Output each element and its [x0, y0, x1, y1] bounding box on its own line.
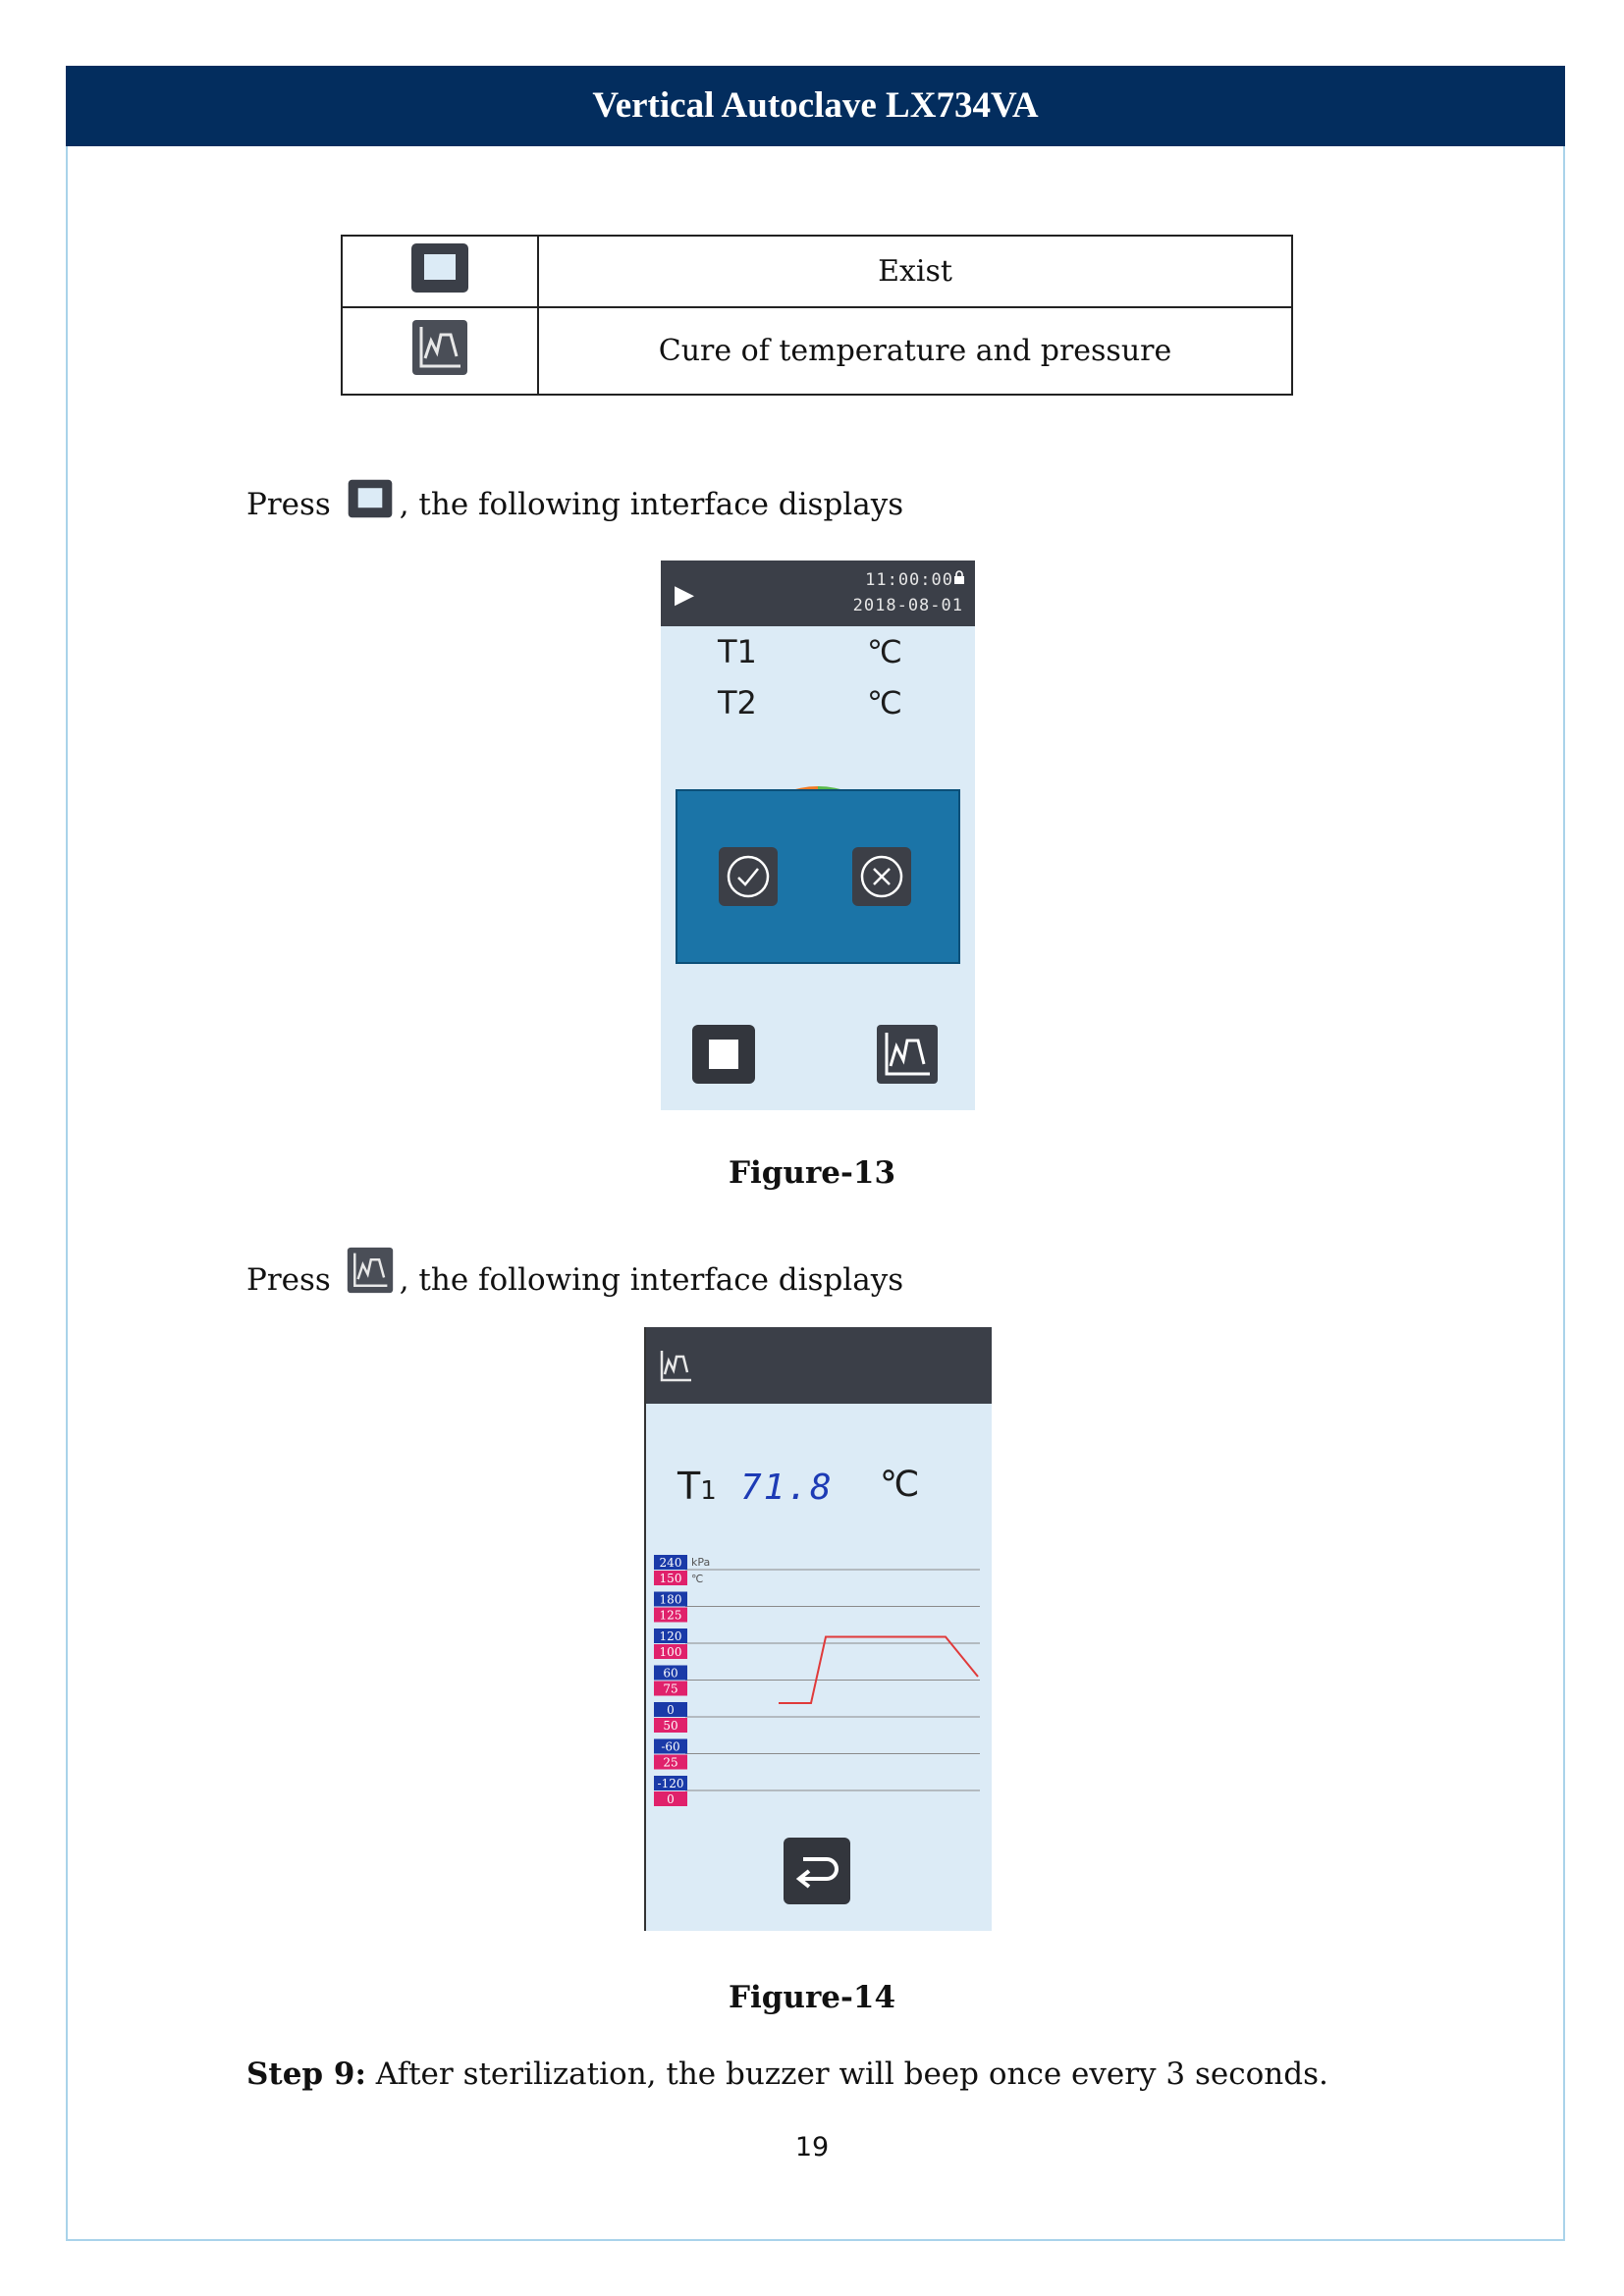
t1-unit: ℃	[880, 1465, 920, 1505]
page-number: 19	[794, 2132, 830, 2163]
clock-time: 11:00:00	[865, 570, 953, 590]
cancel-button[interactable]	[852, 847, 911, 906]
t1-letter: T	[677, 1465, 701, 1508]
pressure-tick-label: -120	[657, 1777, 684, 1790]
para-text: Press	[246, 487, 331, 522]
step-9-para	[246, 2056, 1328, 2092]
temp-tick-label: 0	[667, 1792, 675, 1806]
t1-subscript: 1	[700, 1476, 717, 1506]
stop-button[interactable]	[692, 1025, 755, 1084]
temp-tick-label: 100	[659, 1645, 682, 1659]
figure-13-caption: Figure-13	[728, 1155, 896, 1191]
para-text: Press	[246, 1262, 331, 1298]
para-text: , the following interface displays	[399, 1262, 904, 1298]
table-row	[342, 307, 1292, 395]
confirm-dialog	[676, 789, 960, 964]
pressure-tick-label: 0	[667, 1703, 675, 1717]
figure-13-screen	[661, 561, 975, 1110]
clock-date: 2018-08-01	[852, 596, 963, 615]
t1-unit: ℃	[867, 633, 902, 670]
screen-topbar	[646, 1327, 992, 1404]
pressure-tick-label: 120	[659, 1629, 682, 1643]
temperature-pressure-chart	[646, 1543, 992, 1818]
pressure-tick-label: 240	[659, 1556, 682, 1570]
confirm-button[interactable]	[719, 847, 778, 906]
temp-unit-label: ℃	[691, 1573, 704, 1585]
page-header	[66, 66, 1565, 146]
header-title: Vertical Autoclave LX734VA	[592, 85, 1039, 126]
figure-14-caption: Figure-14	[728, 1980, 896, 2015]
lock-icon	[953, 570, 965, 584]
temp-tick-label: 150	[659, 1572, 682, 1585]
pressure-tick-label: 180	[659, 1592, 682, 1607]
curve-chart-icon	[347, 1247, 394, 1294]
t1-value: 71.8	[740, 1468, 834, 1508]
square-stop-icon	[692, 1025, 755, 1084]
pressure-unit-label: kPa	[691, 1556, 711, 1569]
icon-legend-table	[341, 235, 1293, 396]
table-desc-cell: Exist	[538, 236, 1292, 307]
curve-chart-icon	[411, 319, 468, 376]
square-stop-icon	[347, 479, 394, 518]
step-text: After sterilization, the buzzer will beep once every 3 seconds.	[365, 2056, 1328, 2092]
table-icon-cell	[342, 307, 538, 395]
back-button[interactable]	[784, 1838, 850, 1904]
table-desc-cell: Cure of temperature and pressure	[538, 307, 1292, 395]
table-row	[342, 236, 1292, 307]
check-circle-icon	[719, 847, 778, 906]
play-icon[interactable]: ▶	[675, 580, 694, 610]
x-circle-icon	[852, 847, 911, 906]
square-stop-icon	[410, 242, 469, 294]
figure-14-screen	[644, 1327, 992, 1931]
t1-label: T1	[718, 633, 757, 670]
step-label: Step 9:	[246, 2056, 366, 2092]
instruction-para-2	[246, 1247, 903, 1298]
temp-tick-label: 125	[659, 1608, 682, 1623]
t2-label: T2	[718, 684, 757, 721]
t1-label	[677, 1465, 717, 1508]
curve-chart-icon	[877, 1025, 938, 1084]
back-arrow-icon	[784, 1838, 850, 1904]
curve-chart-icon	[656, 1347, 695, 1386]
curve-button[interactable]	[877, 1025, 938, 1084]
screen-topbar	[661, 561, 975, 626]
temp-tick-label: 25	[663, 1755, 678, 1770]
temperature-curve-line	[779, 1637, 978, 1704]
instruction-para-1	[246, 479, 903, 522]
para-text: , the following interface displays	[399, 487, 904, 522]
pressure-tick-label: 60	[663, 1666, 678, 1681]
temp-tick-label: 50	[663, 1719, 678, 1733]
t2-unit: ℃	[867, 684, 902, 721]
table-icon-cell	[342, 236, 538, 307]
temp-tick-label: 75	[663, 1682, 678, 1696]
pressure-tick-label: -60	[661, 1739, 680, 1754]
